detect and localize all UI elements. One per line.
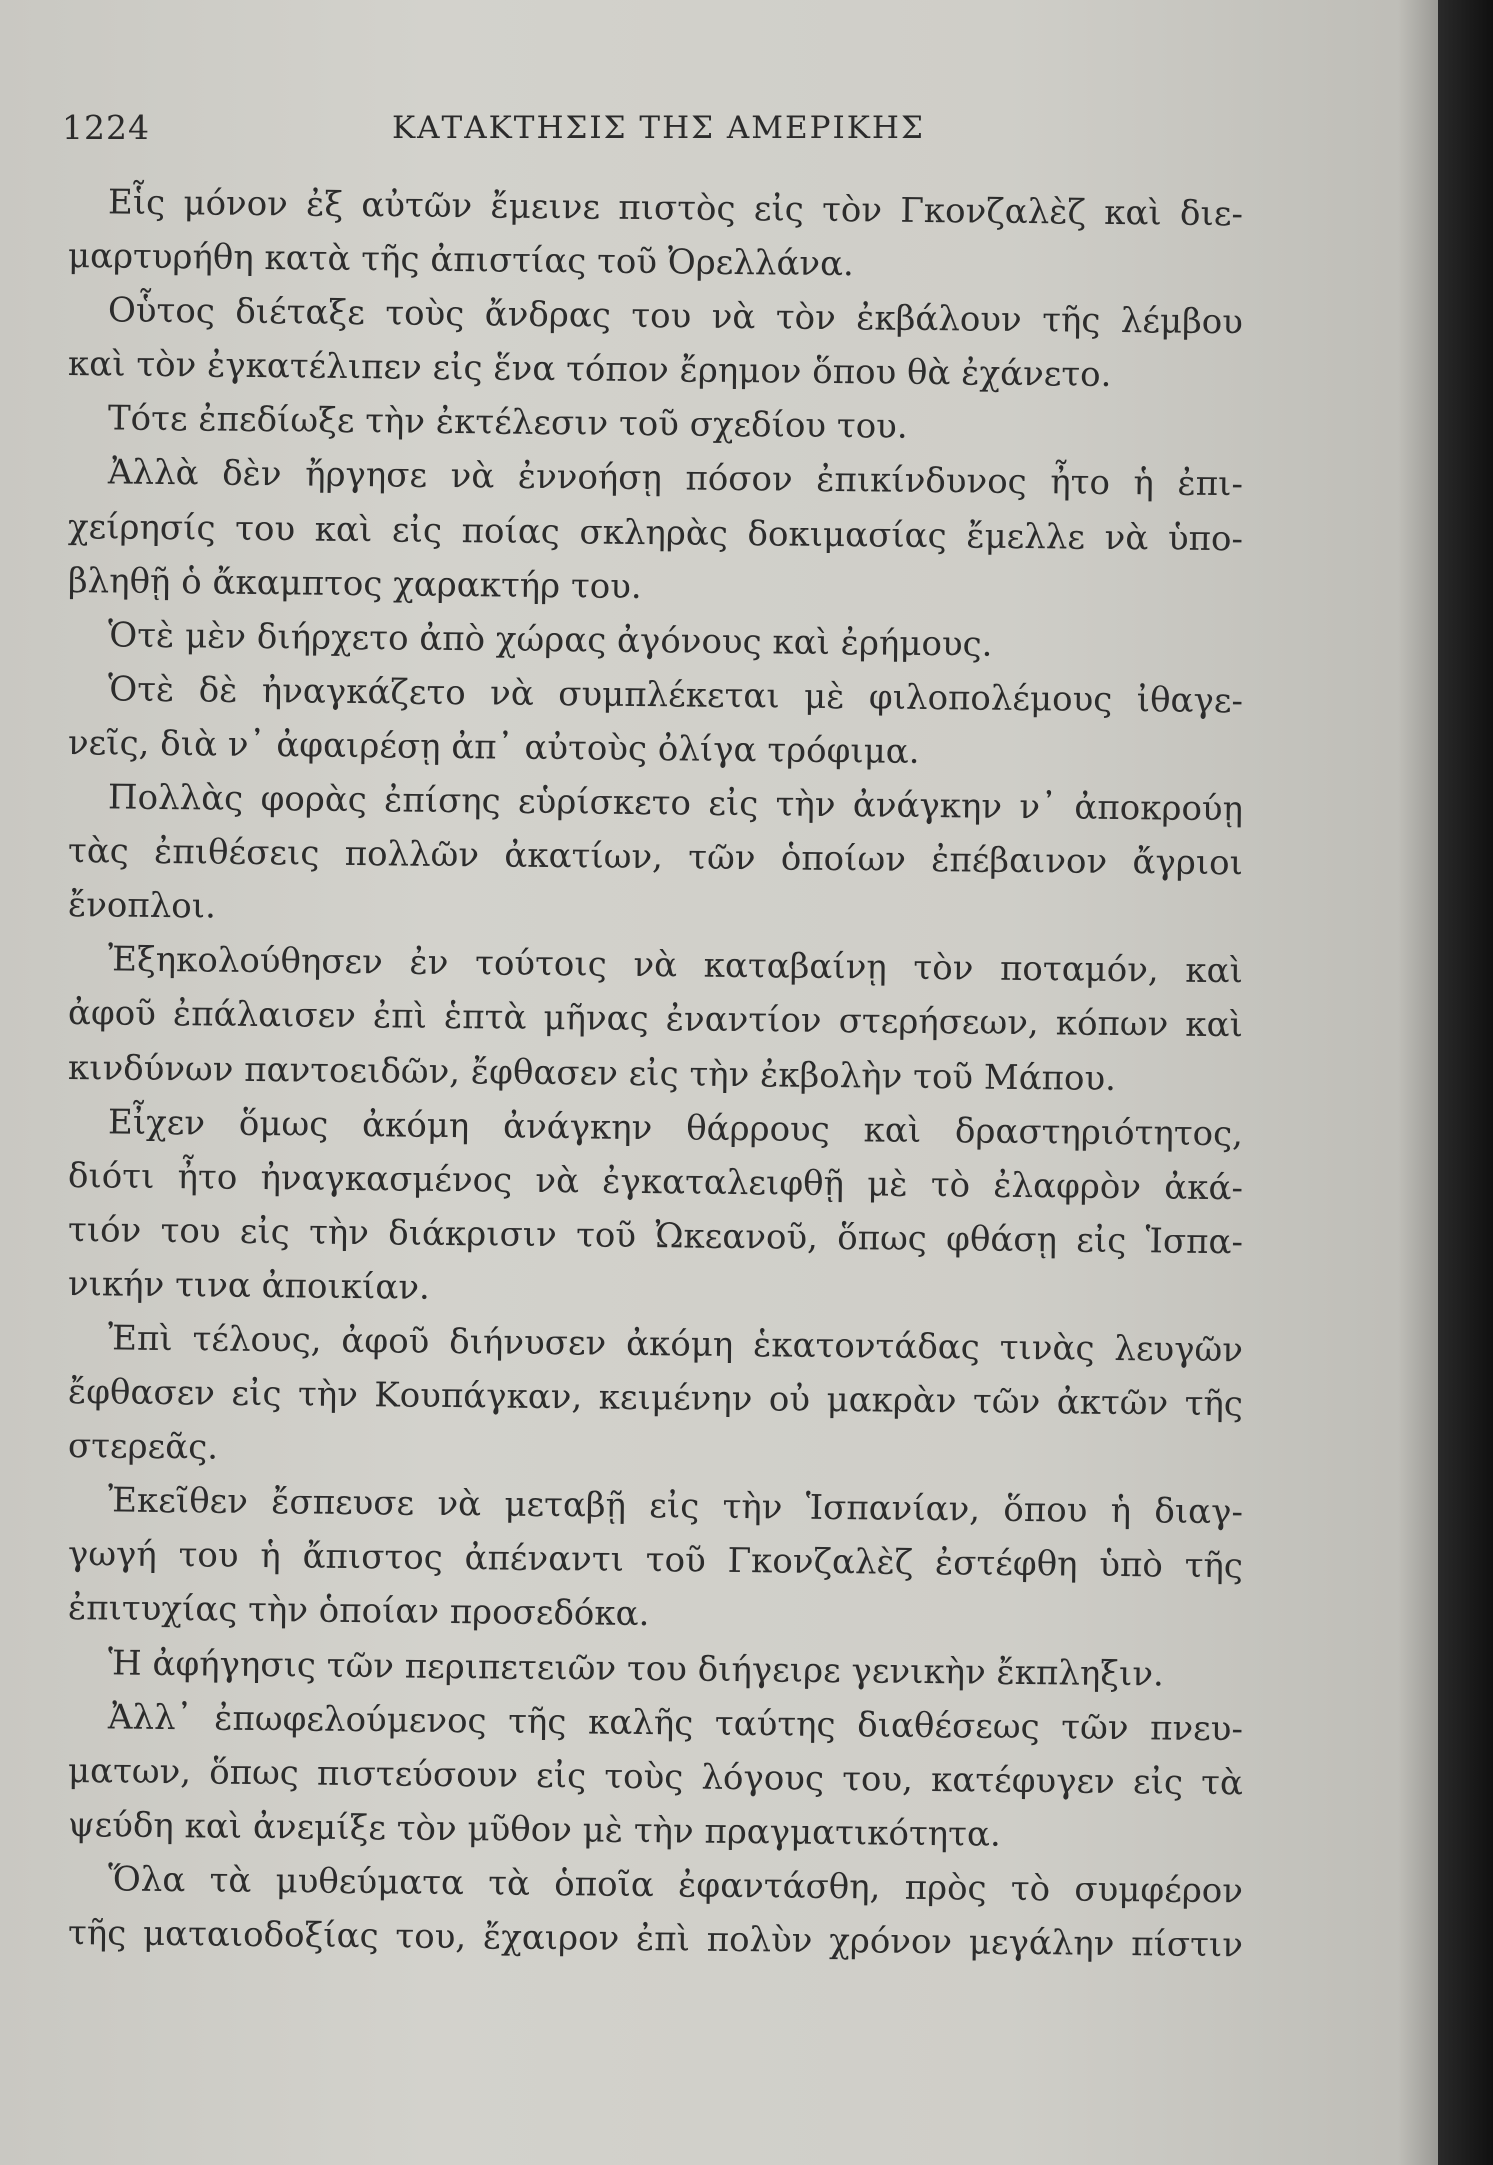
text-line: Εἷς μόνον ἐξ αὐτῶν ἔμεινε πιστὸς εἰς τὸν Γκονζαλὲζ καὶ διε- — [107, 182, 1244, 235]
text-line: Ἡ ἀφήγησις τῶν περιπετειῶν του διήγειρε γενικὴν ἔκπληξιν. — [107, 1642, 1165, 1695]
text-line: Οὗτος διέταξε τοὺς ἄνδρας του νὰ τὸν ἐκβάλουν τῆς λέμβου — [107, 290, 1244, 343]
text-line: Ἀλλ᾽ ἐπωφελούμενος τῆς καλῆς ταύτης διαθέσεως τῶν πνευ- — [107, 1697, 1244, 1749]
text-line: βληθῇ ὁ ἄκαμπτος χαρακτήρ του. — [67, 560, 642, 607]
text-line: χείρησίς του καὶ εἰς ποίας σκληρὰς δοκιμασίας ἔμελλε νὰ ὑπο- — [67, 506, 1244, 559]
text-line: Ἀλλὰ δὲν ἤργησε νὰ ἐννοήσῃ πόσον ἐπικίνδυνος ἦτο ἡ ἐπι- — [107, 452, 1244, 505]
text-line: τῆς ματαιοδοξίας του, ἔχαιρον ἐπὶ πολὺν χρόνον μεγάλην πίστιν — [67, 1913, 1244, 1966]
text-line: Τότε ἐπεδίωξε τὴν ἐκτέλεσιν τοῦ σχεδίου του. — [107, 398, 908, 448]
text-line: Ἐπὶ τέλους, ἀφοῦ διήνυσεν ἀκόμη ἑκατοντάδας τινὰς λευγῶν — [107, 1318, 1244, 1371]
text-line: Ἐκεῖθεν ἔσπευσε νὰ μεταβῇ εἰς τὴν Ἱσπανίαν, ὅπου ἡ διαγ- — [107, 1480, 1244, 1533]
text-line: ματων, ὅπως πιστεύσουν εἰς τοὺς λόγους του, κατέφυγεν εἰς τὰ — [67, 1750, 1244, 1804]
text-line: Ὁτὲ μὲν διήρχετο ἀπὸ χώρας ἀγόνους καὶ ἐρήμους. — [107, 615, 993, 665]
text-line: κινδύνων παντοειδῶν, ἔφθασεν εἰς τὴν ἐκβολὴν τοῦ Μάπου. — [67, 1047, 1117, 1099]
text-line: τὰς ἐπιθέσεις πολλῶν ἀκατίων, τῶν ὁποίων ἐπέβαινον ἄγριοι — [67, 831, 1244, 884]
running-title: ΚΑΤΑΚΤΗΣΙΣ ΤΗΣ ΑΜΕΡΙΚΗΣ — [392, 110, 925, 146]
text-line: Ὁτὲ δὲ ἠναγκάζετο νὰ συμπλέκεται μὲ φιλοπολέμους ἰθαγε- — [107, 669, 1244, 722]
body-text — [67, 175, 1244, 1966]
text-line: Ἐξηκολούθησεν ἐν τούτοις νὰ καταβαίνῃ τὸν ποταμόν, καὶ — [107, 939, 1244, 992]
text-line: τιόν του εἰς τὴν διάκρισιν τοῦ Ὠκεανοῦ, ὅπως φθάσῃ εἰς Ἱσπα- — [67, 1209, 1244, 1263]
text-line: ἀφοῦ ἐπάλαισεν ἐπὶ ἑπτὰ μῆνας ἐναντίον στερήσεων, κόπων καὶ — [67, 993, 1244, 1046]
text-line: Ὅλα τὰ μυθεύματα τὰ ὁποῖα ἐφαντάσθη, πρὸς τὸ συμφέρον — [107, 1859, 1244, 1912]
text-line: ἐπιτυχίας τὴν ὁποίαν προσεδόκα. — [67, 1588, 650, 1635]
text-line: διότι ἦτο ἠναγκασμένος νὰ ἐγκαταλειφθῇ μὲ τὸ ἐλαφρὸν ἀκά- — [67, 1155, 1244, 1208]
text-line: Εἶχεν ὅμως ἀκόμη ἀνάγκην θάρρους καὶ δραστηριότητος, — [107, 1102, 1244, 1154]
running-head — [62, 108, 1242, 158]
text-line: μαρτυρήθη κατὰ τῆς ἀπιστίας τοῦ Ὀρελλάνα. — [67, 236, 855, 285]
page-number: 1224 — [62, 108, 150, 147]
text-line: γωγή του ἡ ἄπιστος ἀπέναντι τοῦ Γκονζαλὲζ ἐστέφθη ὑπὸ τῆς — [67, 1534, 1244, 1587]
text-line: στερεᾶς. — [67, 1426, 219, 1468]
text-line: Πολλὰς φορὰς ἐπίσης εὑρίσκετο εἰς τὴν ἀνάγκην ν᾽ ἀποκρούῃ — [107, 777, 1244, 830]
text-line: ἔνοπλοι. — [67, 885, 217, 927]
text-line: νικήν τινα ἀποικίαν. — [67, 1263, 431, 1308]
book-spine — [1438, 0, 1493, 2165]
text-line: ἔφθασεν εἰς τὴν Κουπάγκαν, κειμένην οὐ μακρὰν τῶν ἀκτῶν τῆς — [67, 1372, 1244, 1425]
text-line: καὶ τὸν ἐγκατέλιπεν εἰς ἕνα τόπον ἔρημον ὅπου θὰ ἐχάνετο. — [67, 344, 1112, 396]
text-line: ψεύδη καὶ ἀνεμίξε τὸν μῦθον μὲ τὴν πραγματικότητα. — [67, 1804, 1001, 1855]
text-line: νεῖς, διὰ ν᾽ ἀφαιρέσῃ ἀπ᾽ αὐτοὺς ὀλίγα τρόφιμα. — [67, 722, 920, 772]
